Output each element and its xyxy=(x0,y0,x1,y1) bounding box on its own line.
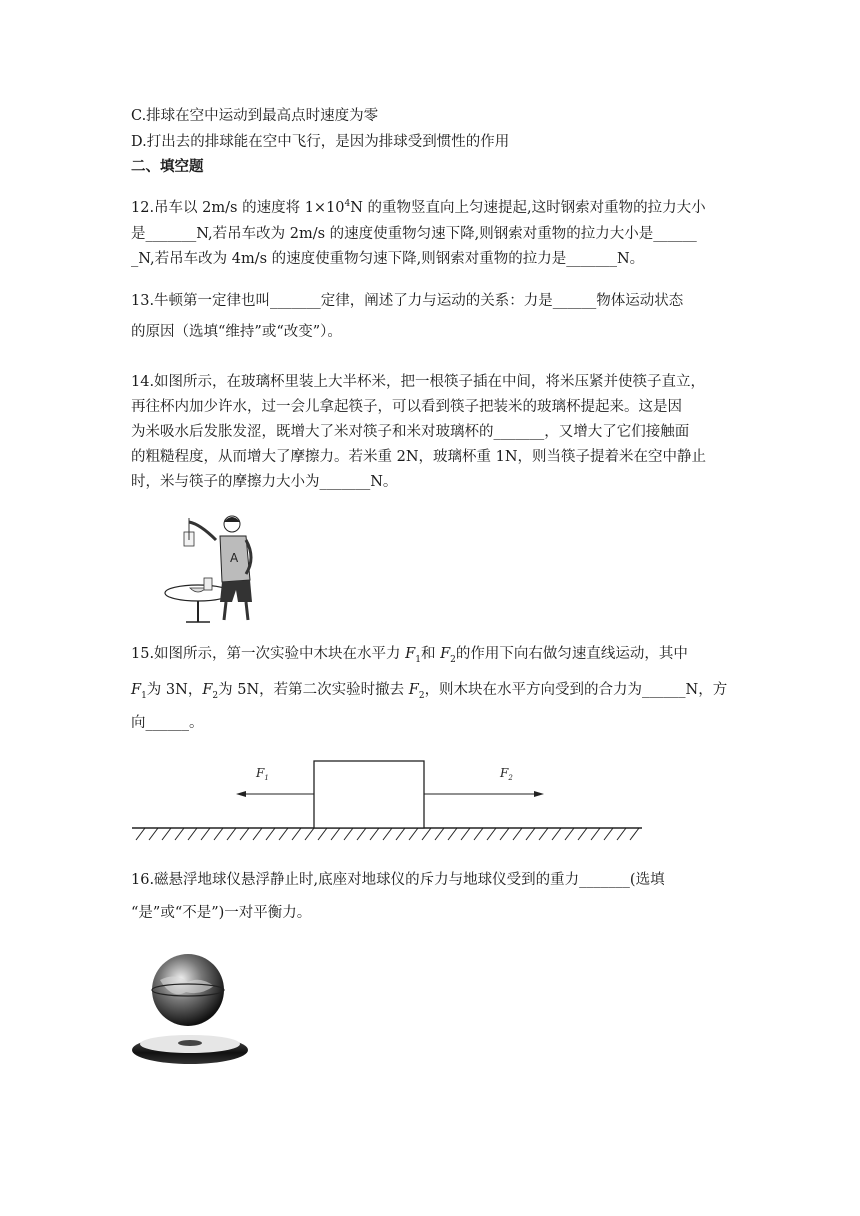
ground-hatch xyxy=(370,828,379,840)
ground-hatch xyxy=(253,828,262,840)
q14-line-2: 再往杯内加少许水，过一会儿拿起筷子，可以看到筷子把装米的玻璃杯提起来。这是因 xyxy=(131,399,682,415)
maglev-globe-photo xyxy=(130,950,256,1072)
ground-hatch xyxy=(279,828,288,840)
ground-hatch xyxy=(617,828,626,840)
ground-hatch xyxy=(630,828,639,840)
q14-line-5: 时，米与筷子的摩擦力大小为_______N。 xyxy=(131,474,398,490)
ground-hatch xyxy=(409,828,418,840)
ground-hatch xyxy=(500,828,509,840)
q16-line-1: 16.磁悬浮地球仪悬浮静止时,底座对地球仪的斥力与地球仪受到的重力_______(选填 xyxy=(131,872,665,888)
q14-line-1: 14.如图所示，在玻璃杯里装上大半杯米，把一根筷子插在中间，将米压紧并使筷子直立， xyxy=(131,374,706,390)
q16-line-2: “是”或“不是”)一对平衡力。 xyxy=(131,905,312,921)
ground-hatch xyxy=(591,828,600,840)
ground-hatch xyxy=(435,828,444,840)
ground-hatch xyxy=(513,828,522,840)
ground-hatch xyxy=(318,828,327,840)
option-d: D.打出去的排球能在空中飞行，是因为排球受到惯性的作用 xyxy=(131,134,510,150)
q12-line-2: 是_______N,若吊车改为 2m/s 的速度使重物匀速下降,则钢索对重物的拉力大小是______ xyxy=(131,226,697,242)
ground-hatch xyxy=(565,828,574,840)
ground-hatch xyxy=(331,828,340,840)
force-diagram xyxy=(128,755,648,845)
ground-hatch xyxy=(604,828,613,840)
ground-hatch xyxy=(487,828,496,840)
ground-hatch xyxy=(526,828,535,840)
ground-hatch xyxy=(214,828,223,840)
ground-hatch xyxy=(344,828,353,840)
ground-hatch xyxy=(357,828,366,840)
ground-hatch xyxy=(305,828,314,840)
ground-hatch xyxy=(578,828,587,840)
q15-line-2: $F_1$为 3N，$F_2$为 5N，若第二次实验时撤去 $F_2$，则木块在水平方向受到的合力为______N，方 xyxy=(131,682,728,701)
ground-hatch xyxy=(461,828,470,840)
ground-hatch xyxy=(448,828,457,840)
ground-hatch xyxy=(188,828,197,840)
ground-hatch xyxy=(227,828,236,840)
ground-hatch xyxy=(422,828,431,840)
ground-hatch xyxy=(292,828,301,840)
q15-line-1: 15.如图所示，第一次实验中木块在水平力 $F_1$和 $F_2$的作用下向右做匀速直线运动，其中 xyxy=(131,646,688,665)
ground-hatch xyxy=(175,828,184,840)
option-c: C.排球在空中运动到最高点时速度为零 xyxy=(131,108,379,124)
q12-line-1: 12.吊车以 2m/s 的速度将 $1\times 10^4N$ 的重物竖直向上匀速提起,这时钢索对重物的拉力大小 xyxy=(131,199,706,216)
section-heading-fill-blank: 二、填空题 xyxy=(131,159,204,175)
boy-chopstick-illustration xyxy=(160,510,275,625)
ground-hatch xyxy=(383,828,392,840)
ground-hatch xyxy=(136,828,145,840)
ground-hatch xyxy=(396,828,405,840)
ground-hatch xyxy=(240,828,249,840)
ground-hatch xyxy=(539,828,548,840)
label-f2: $F_2$ xyxy=(500,766,513,782)
label-f1: $F_1$ xyxy=(256,766,269,782)
ground-hatch xyxy=(162,828,171,840)
q14-line-3: 为米吸水后发胀发涩，既增大了米对筷子和米对玻璃杯的_______，又增大了它们接触面 xyxy=(131,424,690,440)
q12-line-3: _N,若吊车改为 4m/s 的速度使重物匀速下降,则钢索对重物的拉力是_______N。 xyxy=(131,251,645,267)
ground-hatch xyxy=(201,828,210,840)
ground-hatch xyxy=(474,828,483,840)
ground-hatch xyxy=(552,828,561,840)
q13-line-1: 13.牛顿第一定律也叫_______定律，阐述了力与运动的关系：力是______物体运动状态 xyxy=(131,293,684,309)
ground-hatch xyxy=(149,828,158,840)
ground xyxy=(132,828,642,840)
ground-hatch xyxy=(266,828,275,840)
q14-line-4: 的粗糙程度，从而增大了摩擦力。若米重 2N，玻璃杯重 1N，则当筷子提着米在空中静止 xyxy=(131,449,707,465)
q15-line-3: 向______。 xyxy=(131,715,204,731)
svg-text:A: A xyxy=(230,551,239,565)
q13-line-2: 的原因（选填“维持”或“改变”）。 xyxy=(131,324,342,340)
wood-block xyxy=(314,761,424,828)
